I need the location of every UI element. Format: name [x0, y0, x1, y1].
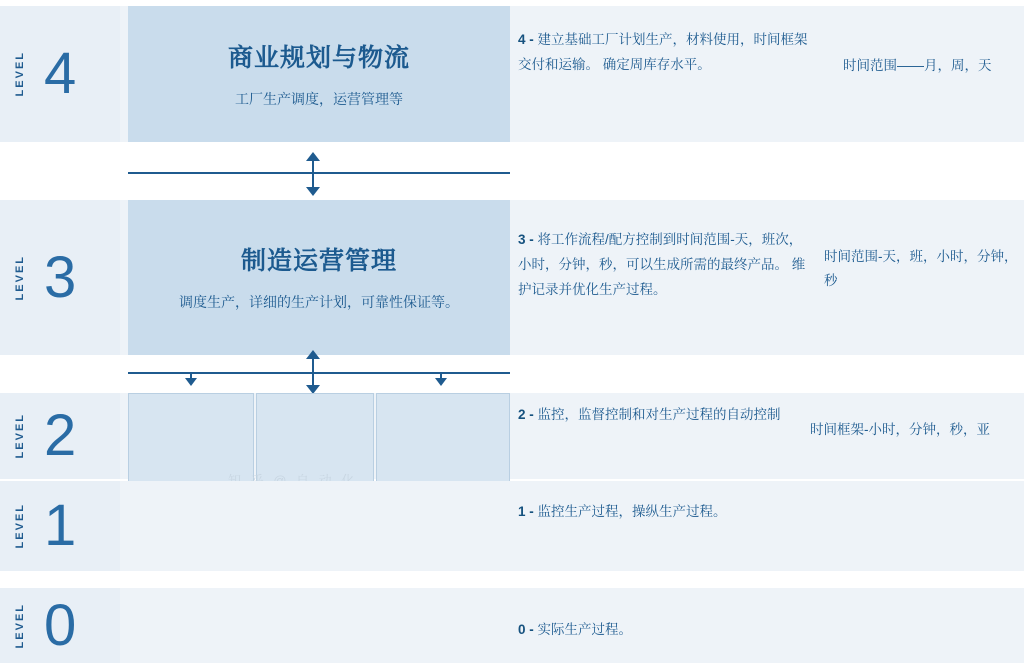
level-1-description-text: 监控生产过程，操纵生产过程。 [537, 504, 727, 519]
connector-arrow-branch-1 [185, 378, 197, 386]
level-1-description-number: 1 - [518, 504, 534, 519]
level-word-3: LEVEL [14, 254, 26, 301]
connector-vline-3-2 [312, 358, 314, 388]
level-3-title-box [128, 200, 510, 355]
connector-arrow-down-4-3 [306, 187, 320, 196]
level-number-2: 2 [44, 403, 77, 468]
level-3-title: 制造运营管理 [240, 247, 397, 276]
level-3-description-text: 将工作流程/配方控制到时间范围-天，班次，小时，分钟，秒，可以生成所需的最终产品。 维护记录并优化生产过程。 [518, 232, 806, 297]
level-number-1: 1 [44, 493, 77, 558]
level-3-description-number: 3 - [518, 232, 534, 247]
level-1-band [0, 481, 1024, 571]
level-2-timeframe: 时间框架-小时，分钟，秒，亚 [810, 422, 990, 437]
level-4-description-text: 建立基础工厂计划生产，材料使用，时间框架交付和运输。 确定周库存水平。 [518, 32, 808, 72]
level-4-timeframe: 时间范围——月，周，天 [843, 58, 992, 73]
level-word-2: LEVEL [14, 413, 26, 459]
level-4-title: 商业规划与物流 [227, 43, 410, 72]
level-4-title-box [128, 6, 510, 142]
level-1-indicator [0, 481, 120, 571]
level-0-band [0, 588, 1024, 663]
level-0-indicator [0, 588, 120, 663]
level-4-description-number: 4 - [518, 32, 534, 47]
level-2-description-number: 2 - [518, 407, 534, 422]
level-number-3: 3 [44, 244, 77, 310]
level-4-indicator [0, 6, 120, 142]
level-2-indicator [0, 393, 120, 479]
connector-arrow-up-3-2 [306, 350, 320, 359]
level-3-indicator [0, 200, 120, 355]
level-3-description [518, 228, 808, 303]
level-0-description-text: 实际生产过程。 [537, 622, 633, 637]
level-number-0: 0 [44, 592, 77, 658]
level-3-timeframe: 时间范围-天，班，小时，分钟，秒 [824, 249, 1018, 288]
connector-vline-4-3 [312, 160, 314, 188]
level-2-description [518, 403, 808, 428]
connector-line-3-2-top [128, 372, 510, 374]
level-word-4: LEVEL [14, 51, 26, 97]
level-4-description [518, 28, 808, 78]
level-3-subtitle: 调度生产，详细的生产计划，可靠性保证等。 [179, 294, 459, 311]
level-1-description [518, 500, 818, 525]
connector-arrow-up-4-3 [306, 152, 320, 161]
level-word-0: LEVEL [14, 602, 26, 649]
connector-line-4-3-top [128, 172, 510, 174]
connector-arrow-branch-3 [435, 378, 447, 386]
level-2-description-text: 监控，监督控制和对生产过程的自动控制 [537, 407, 781, 422]
level-0-description-number: 0 - [518, 622, 534, 637]
level-0-description [518, 618, 818, 643]
level-4-subtitle: 工厂生产调度，运营管理等 [235, 90, 403, 107]
level-number-4: 4 [44, 41, 77, 106]
level-word-1: LEVEL [14, 503, 26, 549]
